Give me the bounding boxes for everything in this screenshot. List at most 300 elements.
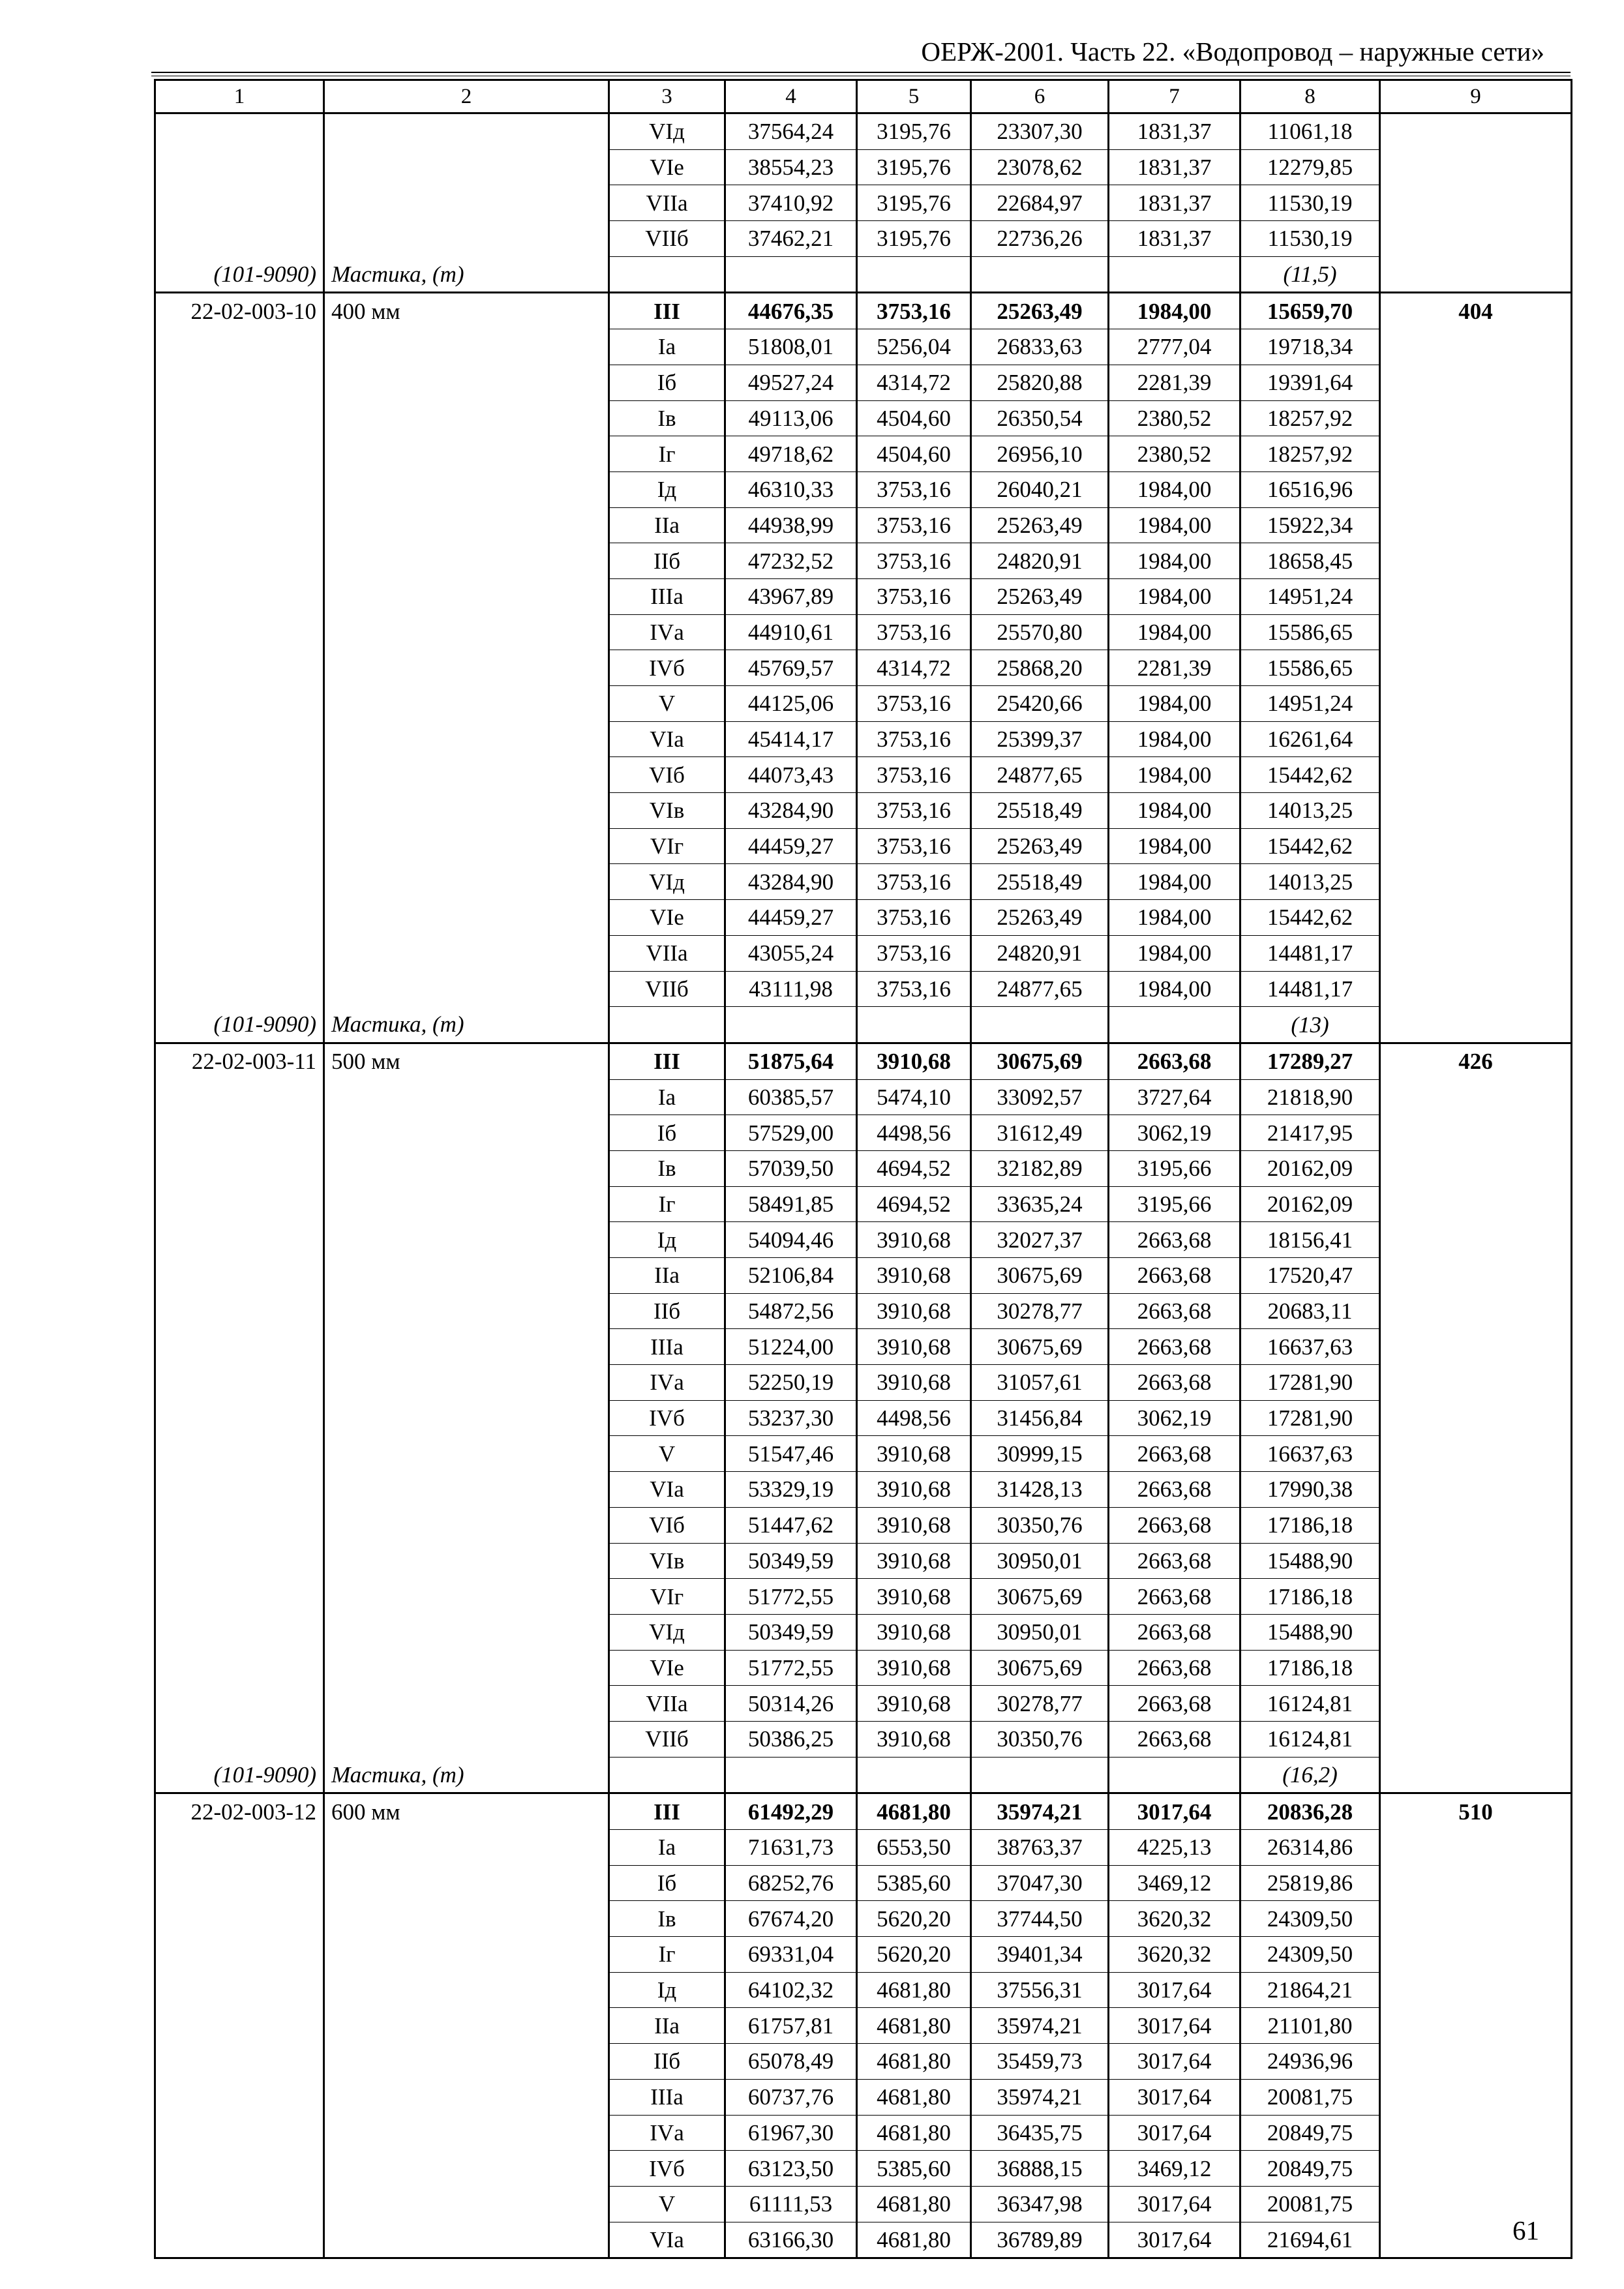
value-cell: 5256,04 <box>857 329 971 365</box>
value-cell: 5620,20 <box>857 1937 971 1973</box>
table-row <box>155 578 1572 614</box>
total-cell <box>1380 436 1572 472</box>
value-cell: 45769,57 <box>725 650 857 686</box>
zone-cell: VIIа <box>609 185 725 221</box>
value-cell: 4225,13 <box>1109 1830 1241 1866</box>
value-cell: 25420,66 <box>971 686 1109 722</box>
value-cell: 3910,68 <box>857 1721 971 1757</box>
name-cell <box>324 365 609 400</box>
value-cell: 3753,16 <box>857 721 971 757</box>
zone-cell: IIIа <box>609 1329 725 1365</box>
value-cell: 1984,00 <box>1109 543 1241 579</box>
value-cell: 3910,68 <box>857 1293 971 1329</box>
value-cell: 19391,64 <box>1241 365 1380 400</box>
table-row <box>155 329 1572 365</box>
value-cell: 3017,64 <box>1109 2115 1241 2151</box>
table-row <box>155 1972 1572 2008</box>
code-cell <box>155 185 324 221</box>
table-row <box>155 149 1572 185</box>
value-cell: 50314,26 <box>725 1686 857 1722</box>
value-cell: 51772,55 <box>725 1650 857 1686</box>
zone-cell: Iд <box>609 1222 725 1258</box>
mastic-value: (13) <box>1241 1007 1380 1043</box>
value-cell: 15442,62 <box>1241 828 1380 864</box>
table-row <box>155 185 1572 221</box>
value-cell: 37564,24 <box>725 113 857 150</box>
total-cell <box>1380 471 1572 507</box>
value-cell: 25518,49 <box>971 864 1109 900</box>
code-cell <box>155 1079 324 1115</box>
column-number: 9 <box>1380 80 1572 113</box>
zone-cell: III <box>609 1793 725 1830</box>
code-cell <box>155 793 324 829</box>
code-cell <box>155 2151 324 2187</box>
table-row <box>155 1579 1572 1615</box>
total-cell <box>1380 1507 1572 1543</box>
value-cell: 26833,63 <box>971 329 1109 365</box>
value-cell: 4681,80 <box>857 2008 971 2044</box>
column-number: 1 <box>155 80 324 113</box>
name-cell <box>324 1365 609 1401</box>
total-cell <box>1380 2044 1572 2080</box>
value-cell: 2663,68 <box>1109 1507 1241 1543</box>
total-cell <box>1380 2008 1572 2044</box>
name-cell <box>324 1436 609 1472</box>
name-cell <box>324 1258 609 1294</box>
zone-cell: Iд <box>609 1972 725 2008</box>
empty-cell <box>857 1757 971 1793</box>
name-cell <box>324 686 609 722</box>
zone-cell: Iб <box>609 365 725 400</box>
table-row <box>155 400 1572 436</box>
value-cell: 2663,68 <box>1109 1686 1241 1722</box>
code-cell <box>155 1901 324 1937</box>
column-number: 3 <box>609 80 725 113</box>
total-cell <box>1380 1400 1572 1436</box>
empty-cell <box>1109 1757 1241 1793</box>
zone-cell: Iв <box>609 1150 725 1186</box>
total-cell: 404 <box>1380 293 1572 329</box>
name-cell <box>324 329 609 365</box>
price-table <box>154 79 1572 2259</box>
zone-cell: Iд <box>609 471 725 507</box>
column-number-row <box>155 80 1572 113</box>
empty-cell <box>1380 1757 1572 1793</box>
value-cell: 3753,16 <box>857 471 971 507</box>
value-cell: 4681,80 <box>857 2222 971 2258</box>
value-cell: 23078,62 <box>971 149 1109 185</box>
value-cell: 5385,60 <box>857 2151 971 2187</box>
value-cell: 20081,75 <box>1241 2079 1380 2115</box>
value-cell: 14951,24 <box>1241 686 1380 722</box>
value-cell: 52250,19 <box>725 1365 857 1401</box>
value-cell: 3910,68 <box>857 1543 971 1579</box>
value-cell: 3753,16 <box>857 507 971 543</box>
value-cell: 32027,37 <box>971 1222 1109 1258</box>
name-cell <box>324 1186 609 1222</box>
value-cell: 38763,37 <box>971 1830 1109 1866</box>
code-cell <box>155 1150 324 1186</box>
value-cell: 22684,97 <box>971 185 1109 221</box>
total-cell <box>1380 1365 1572 1401</box>
value-cell: 35459,73 <box>971 2044 1109 2080</box>
code-cell <box>155 1579 324 1615</box>
empty-cell <box>1380 256 1572 293</box>
value-cell: 1984,00 <box>1109 793 1241 829</box>
table-row <box>155 1329 1572 1365</box>
value-cell: 65078,49 <box>725 2044 857 2080</box>
value-cell: 30278,77 <box>971 1686 1109 1722</box>
code-cell <box>155 543 324 579</box>
total-cell <box>1380 1614 1572 1650</box>
total-cell <box>1380 2186 1572 2222</box>
code-cell <box>155 686 324 722</box>
value-cell: 2281,39 <box>1109 650 1241 686</box>
zone-cell: IVа <box>609 2115 725 2151</box>
value-cell: 45414,17 <box>725 721 857 757</box>
total-cell <box>1380 1543 1572 1579</box>
value-cell: 3910,68 <box>857 1686 971 1722</box>
total-cell: 510 <box>1380 1793 1572 1830</box>
value-cell: 3753,16 <box>857 935 971 971</box>
name-cell <box>324 1543 609 1579</box>
value-cell: 16637,63 <box>1241 1436 1380 1472</box>
value-cell: 47232,52 <box>725 543 857 579</box>
value-cell: 43111,98 <box>725 971 857 1007</box>
zone-cell: IVа <box>609 1365 725 1401</box>
value-cell: 30675,69 <box>971 1579 1109 1615</box>
value-cell: 12279,85 <box>1241 149 1380 185</box>
table-row <box>155 221 1572 257</box>
table-row <box>155 1400 1572 1436</box>
value-cell: 30950,01 <box>971 1614 1109 1650</box>
value-cell: 1984,00 <box>1109 935 1241 971</box>
zone-cell: VIд <box>609 1614 725 1650</box>
zone-cell: V <box>609 1436 725 1472</box>
value-cell: 18658,45 <box>1241 543 1380 579</box>
value-cell: 44459,27 <box>725 828 857 864</box>
value-cell: 35974,21 <box>971 1793 1109 1830</box>
table-row <box>155 1865 1572 1901</box>
value-cell: 50349,59 <box>725 1614 857 1650</box>
value-cell: 1984,00 <box>1109 614 1241 650</box>
table-row <box>155 1543 1572 1579</box>
value-cell: 18257,92 <box>1241 400 1380 436</box>
value-cell: 1984,00 <box>1109 507 1241 543</box>
value-cell: 37047,30 <box>971 1865 1109 1901</box>
table-row <box>155 365 1572 400</box>
total-cell <box>1380 1972 1572 2008</box>
empty-cell <box>609 256 725 293</box>
value-cell: 14481,17 <box>1241 935 1380 971</box>
value-cell: 2663,68 <box>1109 1543 1241 1579</box>
value-cell: 24309,50 <box>1241 1901 1380 1937</box>
code-cell <box>155 400 324 436</box>
value-cell: 54872,56 <box>725 1293 857 1329</box>
value-cell: 54094,46 <box>725 1222 857 1258</box>
value-cell: 15659,70 <box>1241 293 1380 329</box>
code-cell <box>155 1686 324 1722</box>
name-cell <box>324 721 609 757</box>
value-cell: 4681,80 <box>857 2186 971 2222</box>
mastic-value: (16,2) <box>1241 1757 1380 1793</box>
empty-cell <box>1109 1007 1241 1043</box>
value-cell: 25570,80 <box>971 614 1109 650</box>
zone-cell: Iг <box>609 1186 725 1222</box>
zone-cell: III <box>609 293 725 329</box>
value-cell: 15488,90 <box>1241 1543 1380 1579</box>
value-cell: 1984,00 <box>1109 721 1241 757</box>
empty-cell <box>725 256 857 293</box>
value-cell: 44938,99 <box>725 507 857 543</box>
value-cell: 15442,62 <box>1241 900 1380 936</box>
column-number: 8 <box>1241 80 1380 113</box>
value-cell: 4498,56 <box>857 1115 971 1151</box>
code-cell <box>155 2222 324 2258</box>
value-cell: 15586,65 <box>1241 614 1380 650</box>
value-cell: 15488,90 <box>1241 1614 1380 1650</box>
code-cell <box>155 1937 324 1973</box>
zone-cell: IIа <box>609 2008 725 2044</box>
zone-cell: IIб <box>609 2044 725 2080</box>
value-cell: 57529,00 <box>725 1115 857 1151</box>
total-cell: 426 <box>1380 1043 1572 1079</box>
value-cell: 43967,89 <box>725 578 857 614</box>
name-cell <box>324 1865 609 1901</box>
value-cell: 64102,32 <box>725 1972 857 2008</box>
code-cell <box>155 1865 324 1901</box>
name-cell <box>324 793 609 829</box>
zone-cell: VIIб <box>609 221 725 257</box>
value-cell: 25263,49 <box>971 900 1109 936</box>
value-cell: 15586,65 <box>1241 650 1380 686</box>
value-cell: 3620,32 <box>1109 1937 1241 1973</box>
code-cell <box>155 2044 324 2080</box>
code-cell <box>155 1293 324 1329</box>
value-cell: 2663,68 <box>1109 1721 1241 1757</box>
value-cell: 71631,73 <box>725 1830 857 1866</box>
total-cell <box>1380 1329 1572 1365</box>
zone-cell: Iг <box>609 1937 725 1973</box>
zone-cell: VIа <box>609 1472 725 1508</box>
value-cell: 50349,59 <box>725 1543 857 1579</box>
total-cell <box>1380 935 1572 971</box>
value-cell: 46310,33 <box>725 471 857 507</box>
value-cell: 36789,89 <box>971 2222 1109 2258</box>
total-cell <box>1380 1293 1572 1329</box>
zone-cell: IVа <box>609 614 725 650</box>
name-cell <box>324 2044 609 2080</box>
total-cell <box>1380 1222 1572 1258</box>
value-cell: 3727,64 <box>1109 1079 1241 1115</box>
table-row <box>155 2044 1572 2080</box>
name-cell <box>324 2186 609 2222</box>
empty-cell <box>857 256 971 293</box>
zone-cell: IIIа <box>609 578 725 614</box>
zone-cell: IVб <box>609 650 725 686</box>
value-cell: 3753,16 <box>857 757 971 793</box>
zone-cell: VIб <box>609 1507 725 1543</box>
empty-cell <box>1380 1007 1572 1043</box>
value-cell: 17990,38 <box>1241 1472 1380 1508</box>
name-cell: 500 мм <box>324 1043 609 1079</box>
name-cell <box>324 1222 609 1258</box>
name-cell <box>324 1830 609 1866</box>
value-cell: 51224,00 <box>725 1329 857 1365</box>
value-cell: 44459,27 <box>725 900 857 936</box>
name-cell <box>324 113 609 150</box>
total-cell <box>1380 864 1572 900</box>
table-row <box>155 471 1572 507</box>
value-cell: 3017,64 <box>1109 1793 1241 1830</box>
total-cell <box>1380 578 1572 614</box>
name-cell <box>324 221 609 257</box>
total-cell <box>1380 1579 1572 1615</box>
value-cell: 1831,37 <box>1109 185 1241 221</box>
value-cell: 25518,49 <box>971 793 1109 829</box>
value-cell: 21818,90 <box>1241 1079 1380 1115</box>
name-cell <box>324 2115 609 2151</box>
value-cell: 49718,62 <box>725 436 857 472</box>
value-cell: 1984,00 <box>1109 293 1241 329</box>
code-cell <box>155 864 324 900</box>
value-cell: 67674,20 <box>725 1901 857 1937</box>
value-cell: 44676,35 <box>725 293 857 329</box>
value-cell: 2663,68 <box>1109 1614 1241 1650</box>
zone-cell: V <box>609 2186 725 2222</box>
value-cell: 15442,62 <box>1241 757 1380 793</box>
value-cell: 19718,34 <box>1241 329 1380 365</box>
value-cell: 36347,98 <box>971 2186 1109 2222</box>
zone-cell: VIг <box>609 1579 725 1615</box>
value-cell: 2281,39 <box>1109 365 1241 400</box>
table-row <box>155 721 1572 757</box>
empty-cell <box>725 1007 857 1043</box>
value-cell: 30999,15 <box>971 1436 1109 1472</box>
value-cell: 1984,00 <box>1109 864 1241 900</box>
value-cell: 31456,84 <box>971 1400 1109 1436</box>
table-row <box>155 113 1572 150</box>
value-cell: 31057,61 <box>971 1365 1109 1401</box>
value-cell: 3062,19 <box>1109 1400 1241 1436</box>
value-cell: 51808,01 <box>725 329 857 365</box>
value-cell: 38554,23 <box>725 149 857 185</box>
code-cell <box>155 578 324 614</box>
value-cell: 51772,55 <box>725 1579 857 1615</box>
name-cell <box>324 757 609 793</box>
code-cell <box>155 1614 324 1650</box>
zone-cell: VIб <box>609 757 725 793</box>
value-cell: 3753,16 <box>857 578 971 614</box>
value-cell: 44910,61 <box>725 614 857 650</box>
total-cell <box>1380 971 1572 1007</box>
table-row <box>155 293 1572 329</box>
total-cell <box>1380 113 1572 150</box>
value-cell: 26040,21 <box>971 471 1109 507</box>
header-rule <box>151 72 1571 73</box>
zone-cell: Iб <box>609 1865 725 1901</box>
value-cell: 4681,80 <box>857 2115 971 2151</box>
value-cell: 6553,50 <box>857 1830 971 1866</box>
name-cell <box>324 1293 609 1329</box>
value-cell: 30278,77 <box>971 1293 1109 1329</box>
value-cell: 36435,75 <box>971 2115 1109 2151</box>
value-cell: 63166,30 <box>725 2222 857 2258</box>
value-cell: 37556,31 <box>971 1972 1109 2008</box>
code-cell <box>155 113 324 150</box>
value-cell: 2380,52 <box>1109 400 1241 436</box>
table-row <box>155 1793 1572 1830</box>
table-row <box>155 436 1572 472</box>
value-cell: 43284,90 <box>725 864 857 900</box>
value-cell: 51547,46 <box>725 1436 857 1472</box>
zone-cell: IVб <box>609 1400 725 1436</box>
value-cell: 2663,68 <box>1109 1258 1241 1294</box>
code-cell <box>155 1650 324 1686</box>
value-cell: 2663,68 <box>1109 1329 1241 1365</box>
empty-cell <box>857 1007 971 1043</box>
value-cell: 30675,69 <box>971 1650 1109 1686</box>
table-row <box>155 1079 1572 1115</box>
name-cell <box>324 1329 609 1365</box>
value-cell: 11530,19 <box>1241 221 1380 257</box>
code-cell <box>155 2008 324 2044</box>
value-cell: 30675,69 <box>971 1043 1109 1079</box>
code-cell <box>155 2079 324 2115</box>
value-cell: 3910,68 <box>857 1329 971 1365</box>
value-cell: 2380,52 <box>1109 436 1241 472</box>
code-cell <box>155 757 324 793</box>
value-cell: 4681,80 <box>857 2044 971 2080</box>
column-number: 7 <box>1109 80 1241 113</box>
total-cell <box>1380 185 1572 221</box>
value-cell: 11530,19 <box>1241 185 1380 221</box>
name-cell <box>324 471 609 507</box>
value-cell: 4314,72 <box>857 365 971 400</box>
value-cell: 20683,11 <box>1241 1293 1380 1329</box>
value-cell: 21417,95 <box>1241 1115 1380 1151</box>
zone-cell: IIIа <box>609 2079 725 2115</box>
name-cell <box>324 1400 609 1436</box>
total-cell <box>1380 2115 1572 2151</box>
table-row <box>155 686 1572 722</box>
table-row <box>155 900 1572 936</box>
value-cell: 24820,91 <box>971 543 1109 579</box>
table-row <box>155 1186 1572 1222</box>
table-row <box>155 1436 1572 1472</box>
table-row <box>155 1115 1572 1151</box>
value-cell: 25868,20 <box>971 650 1109 686</box>
value-cell: 20849,75 <box>1241 2115 1380 2151</box>
value-cell: 3753,16 <box>857 686 971 722</box>
zone-cell: VIд <box>609 113 725 150</box>
value-cell: 57039,50 <box>725 1150 857 1186</box>
value-cell: 25263,49 <box>971 293 1109 329</box>
total-cell <box>1380 2151 1572 2187</box>
name-cell <box>324 828 609 864</box>
value-cell: 3910,68 <box>857 1507 971 1543</box>
total-cell <box>1380 1079 1572 1115</box>
table-row <box>155 757 1572 793</box>
mastic-label: Мастика, (т) <box>324 256 609 293</box>
table-row <box>155 1650 1572 1686</box>
code-cell <box>155 1329 324 1365</box>
value-cell: 61757,81 <box>725 2008 857 2044</box>
value-cell: 3017,64 <box>1109 2222 1241 2258</box>
value-cell: 4681,80 <box>857 2079 971 2115</box>
value-cell: 5385,60 <box>857 1865 971 1901</box>
code-cell: 22-02-003-11 <box>155 1043 324 1079</box>
